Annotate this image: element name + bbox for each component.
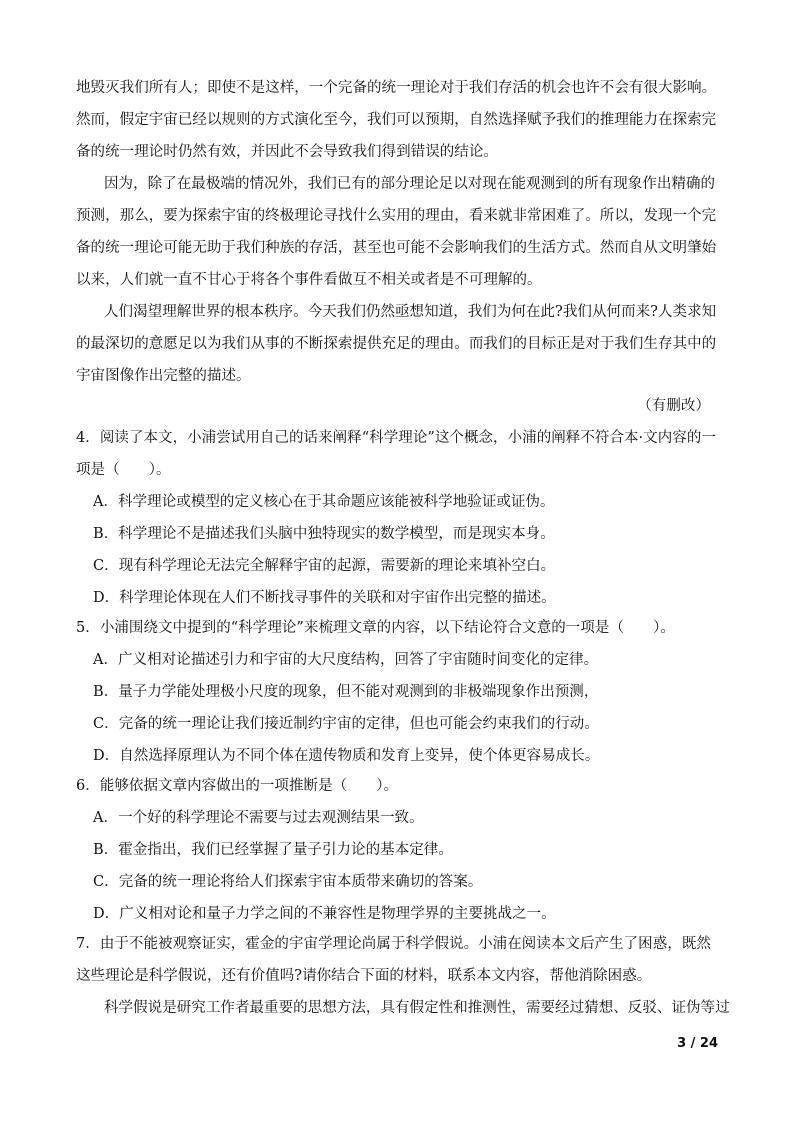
- question-4-option-a: A．科学理论或模型的定义核心在于其命题应该能被科学地验证或证伪。: [93, 494, 555, 510]
- paragraph-3-line-2: 的最深切的意愿足以为我们从事的不断探索提供充足的理由。而我们的目标正是对于我们生存其中的: [76, 336, 717, 352]
- question-7-stem-line-1: 7．由于不能被观察证实，霍金的宇宙学理论尚属于科学假说。小浦在阅读本文后产生了困惑，既然: [76, 936, 711, 952]
- paragraph-2-line-1: 因为，除了在最极端的情况外，我们已有的部分理论足以对现在能观测到的所有现象作出精确的: [104, 176, 716, 192]
- paragraph-1-line-2: 然而，假定宇宙已经以规则的方式演化至今，我们可以预期，自然选择赋予我们的推理能力在探索完: [76, 112, 717, 128]
- source-note: （有删改）: [637, 398, 710, 414]
- paragraph-3-line-1: 人们渴望理解世界的根本秩序。今天我们仍然亟想知道，我们为何在此?我们从何而来?人类求知: [104, 304, 717, 320]
- question-5-option-b: B．量子力学能处理极小尺度的现象，但不能对观测到的非极端现象作出预测，: [93, 684, 599, 700]
- question-4-option-c: C．现有科学理论无法完全解释宇宙的起源，需要新的理论来填补空白。: [93, 558, 556, 574]
- question-6-stem: 6．能够依据文章内容做出的一项推断是（ ）。: [76, 778, 399, 794]
- question-4-stem-line-1: 4．阅读了本文，小浦尝试用自己的话来阐释“科学理论”这个概念，小浦的阐释不符合本·文内容的一: [76, 430, 716, 446]
- question-5-option-c: C．完备的统一理论让我们接近制约宇宙的定律，但也可能会约束我们的行动。: [93, 716, 599, 732]
- question-7-stem-line-2: 这些理论是科学假说，还有价值吗?请你结合下面的材料，联系本文内容，帮他消除困惑。: [76, 968, 652, 984]
- question-4-option-d: D．科学理论体现在人们不断找寻事件的关联和对宇宙作出完整的描述。: [93, 590, 556, 606]
- paragraph-2-line-3: 备的统一理论可能无助于我们种族的存活，甚至也可能不会影响我们的生活方式。然而自从文明肇始: [76, 240, 717, 256]
- question-6-option-a: A．一个好的科学理论不需要与过去观测结果一致。: [93, 810, 424, 826]
- paragraph-1-line-3: 备的统一理论时仍然有效，并因此不会导致我们得到错误的结论。: [76, 144, 498, 160]
- question-6-option-b: B．霍金指出，我们已经掌握了量子引力论的基本定律。: [93, 842, 453, 858]
- paragraph-3-line-3: 宇宙图像作出完整的描述。: [76, 368, 251, 384]
- question-5-stem: 5．小浦围绕文中提到的“科学理论”来梳理文章的内容，以下结论符合文意的一项是（ ）。: [76, 620, 675, 636]
- question-5-option-a: A．广义相对论描述引力和宇宙的大尺度结构，回答了宇宙随时间变化的定律。: [93, 652, 599, 668]
- question-6-option-d: D．广义相对论和量子力学之间的不兼容性是物理学界的主要挑战之一。: [93, 906, 556, 922]
- paragraph-1-line-1: 地毁灭我们所有人；即使不是这样，一个完备的统一理论对于我们存活的机会也许不会有很大影响。: [76, 80, 717, 96]
- paragraph-2-line-4: 以来，人们就一直不甘心于将各个事件看做互不相关或者是不可理解的。: [76, 272, 542, 288]
- question-4-stem-line-2: 项是（ ）。: [76, 462, 171, 478]
- question-4-option-b: B．科学理论不是描述我们头脑中独特现实的数学模型，而是现实本身。: [93, 526, 555, 542]
- paragraph-2-line-2: 预测，那么，要为探索宇宙的终极理论寻找什么实用的理由，看来就非常困难了。所以，发现一个完: [76, 208, 717, 224]
- question-6-option-c: C．完备的统一理论将给人们探索宇宙本质带来确切的答案。: [93, 874, 483, 890]
- question-5-option-d: D．自然选择原理认为不同个体在遗传物质和发育上变异，使个体更容易成长。: [93, 748, 600, 764]
- material-paragraph-line-1: 科学假说是研究工作者最重要的思想方法，具有假定性和推测性，需要经过猜想、反驳、证伪等过: [104, 1000, 730, 1016]
- page-number: 3 / 24: [677, 1036, 718, 1051]
